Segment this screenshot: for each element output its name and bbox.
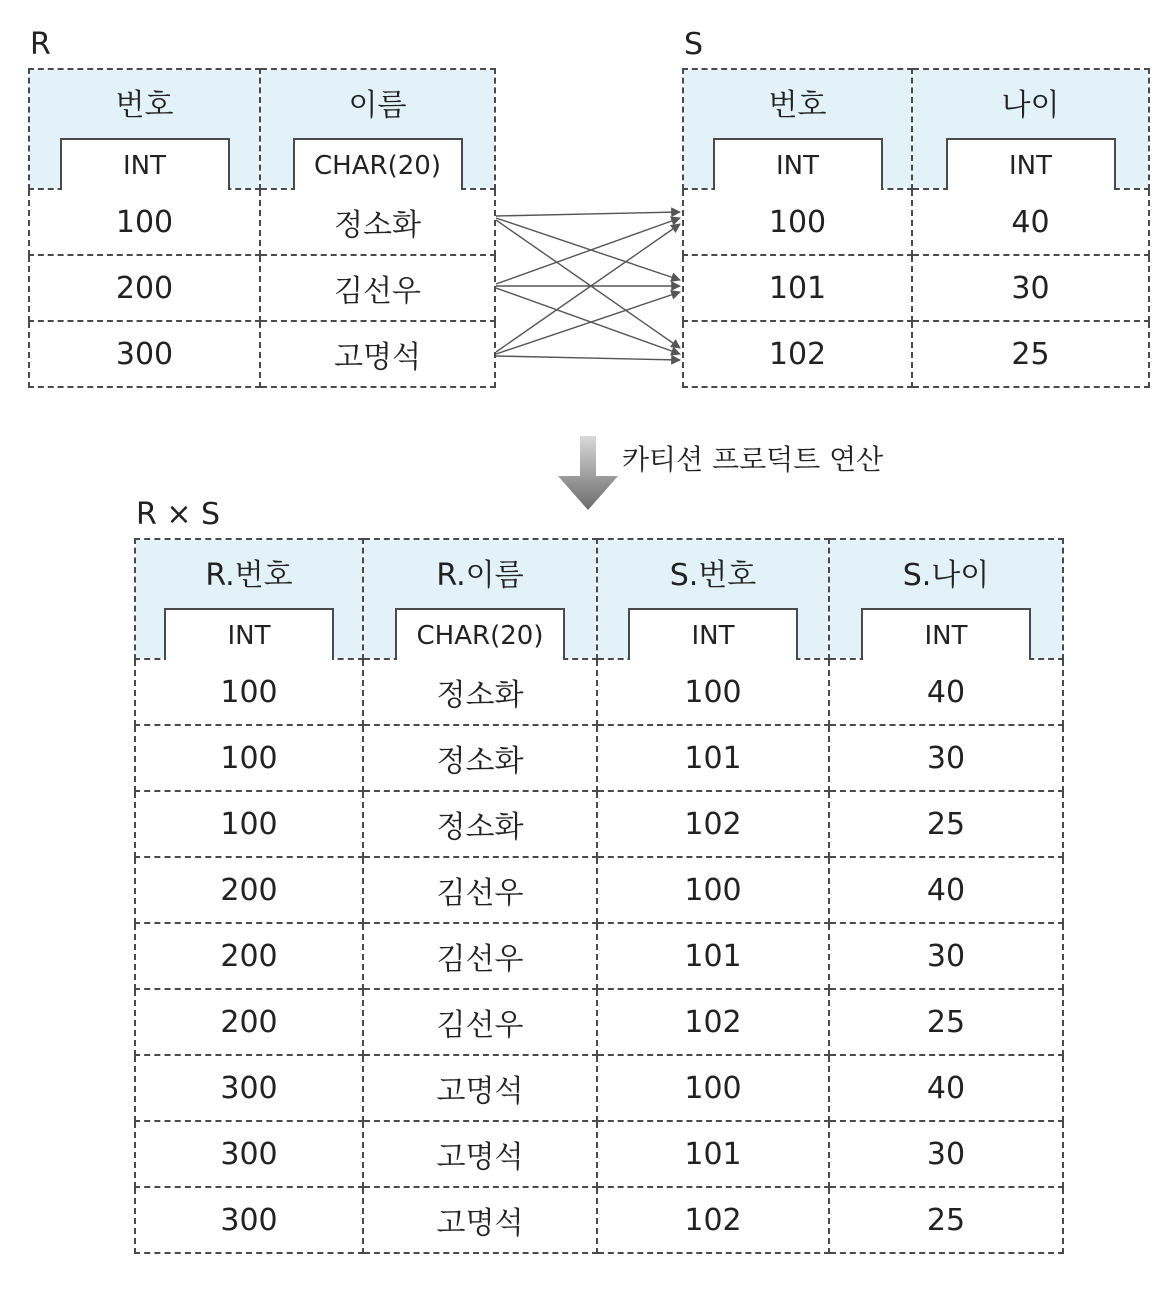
column-name: R.번호 <box>205 558 293 593</box>
table-cell: 김선우 <box>363 923 597 989</box>
table-cell: 100 <box>597 857 829 923</box>
column-header <box>260 69 495 189</box>
relation-r-label: R <box>30 27 51 62</box>
column-header <box>135 539 363 659</box>
header-row <box>683 69 1149 189</box>
column-name: 번호 <box>115 88 174 123</box>
column-header <box>597 539 829 659</box>
connector-arrow <box>496 220 680 348</box>
table-cell: 100 <box>135 725 363 791</box>
table-cell: 30 <box>829 1121 1063 1187</box>
table-cell: 100 <box>135 659 363 725</box>
table-cell: 100 <box>597 659 829 725</box>
table-cell: 김선우 <box>363 857 597 923</box>
operation-indicator <box>556 432 916 512</box>
header-row <box>135 539 1063 659</box>
column-header <box>29 69 260 189</box>
table-cell: 고명석 <box>363 1055 597 1121</box>
relation-s-table <box>682 68 1150 388</box>
table-cell: 고명석 <box>363 1187 597 1253</box>
column-type: INT <box>713 138 883 190</box>
relation-rs-body <box>135 659 1063 1253</box>
header-row <box>29 69 495 189</box>
table-cell: 25 <box>829 1187 1063 1253</box>
table-cell: 40 <box>829 857 1063 923</box>
table-cell: 25 <box>829 989 1063 1055</box>
relation-r-table <box>28 68 496 388</box>
table-cell: 102 <box>683 321 912 387</box>
table-cell: 102 <box>597 989 829 1055</box>
table-row <box>135 791 1063 857</box>
relation-rs-table <box>134 538 1064 1254</box>
connector-arrow <box>496 224 680 352</box>
column-name: S.나이 <box>902 558 990 593</box>
table-cell: 40 <box>912 189 1149 255</box>
table-cell: 300 <box>29 321 260 387</box>
connector-arrow <box>496 356 680 360</box>
table-cell: 101 <box>597 725 829 791</box>
table-row <box>135 923 1063 989</box>
column-header <box>912 69 1149 189</box>
column-header <box>683 69 912 189</box>
column-type: INT <box>946 138 1116 190</box>
relation-rs-label: R × S <box>136 497 221 532</box>
column-type: INT <box>861 608 1031 660</box>
column-name: R.이름 <box>436 558 524 593</box>
table-cell: 101 <box>683 255 912 321</box>
table-cell: 정소화 <box>363 659 597 725</box>
table-cell: 25 <box>912 321 1149 387</box>
table-row <box>29 321 495 387</box>
column-name: 번호 <box>768 88 827 123</box>
column-header <box>363 539 597 659</box>
table-cell: 30 <box>829 725 1063 791</box>
table-cell: 100 <box>135 791 363 857</box>
table-cell: 김선우 <box>363 989 597 1055</box>
column-name: S.번호 <box>669 558 757 593</box>
table-cell: 101 <box>597 1121 829 1187</box>
table-cell: 200 <box>135 989 363 1055</box>
column-name: 나이 <box>1001 88 1060 123</box>
table-row <box>683 321 1149 387</box>
cartesian-connectors <box>490 190 690 390</box>
table-cell: 고명석 <box>260 321 495 387</box>
table-row <box>135 1187 1063 1253</box>
table-row <box>683 189 1149 255</box>
table-row <box>135 1055 1063 1121</box>
table-row <box>135 1121 1063 1187</box>
table-cell: 200 <box>29 255 260 321</box>
table-cell: 200 <box>135 857 363 923</box>
table-row <box>135 659 1063 725</box>
table-cell: 40 <box>829 1055 1063 1121</box>
table-cell: 100 <box>597 1055 829 1121</box>
column-type: INT <box>628 608 798 660</box>
column-type: INT <box>164 608 334 660</box>
table-cell: 102 <box>597 791 829 857</box>
table-row <box>29 255 495 321</box>
table-cell: 정소화 <box>260 189 495 255</box>
table-cell: 30 <box>912 255 1149 321</box>
table-row <box>135 989 1063 1055</box>
table-cell: 고명석 <box>363 1121 597 1187</box>
down-arrow-icon <box>556 432 620 512</box>
table-cell: 200 <box>135 923 363 989</box>
table-cell: 40 <box>829 659 1063 725</box>
relation-s-label: S <box>684 27 704 62</box>
table-row <box>135 857 1063 923</box>
table-cell: 정소화 <box>363 725 597 791</box>
column-type: INT <box>60 138 230 190</box>
table-cell: 100 <box>683 189 912 255</box>
table-cell: 정소화 <box>363 791 597 857</box>
table-row <box>29 189 495 255</box>
table-cell: 101 <box>597 923 829 989</box>
column-type: CHAR(20) <box>293 138 463 190</box>
table-row <box>135 725 1063 791</box>
table-cell: 300 <box>135 1121 363 1187</box>
connector-arrow <box>496 212 680 216</box>
operation-label: 카티션 프로덕트 연산 <box>622 443 884 476</box>
table-cell: 25 <box>829 791 1063 857</box>
table-cell: 30 <box>829 923 1063 989</box>
column-name: 이름 <box>348 88 407 123</box>
table-cell: 300 <box>135 1055 363 1121</box>
table-cell: 300 <box>135 1187 363 1253</box>
table-row <box>683 255 1149 321</box>
column-header <box>829 539 1063 659</box>
table-cell: 102 <box>597 1187 829 1253</box>
column-type: CHAR(20) <box>395 608 565 660</box>
table-cell: 김선우 <box>260 255 495 321</box>
table-cell: 100 <box>29 189 260 255</box>
